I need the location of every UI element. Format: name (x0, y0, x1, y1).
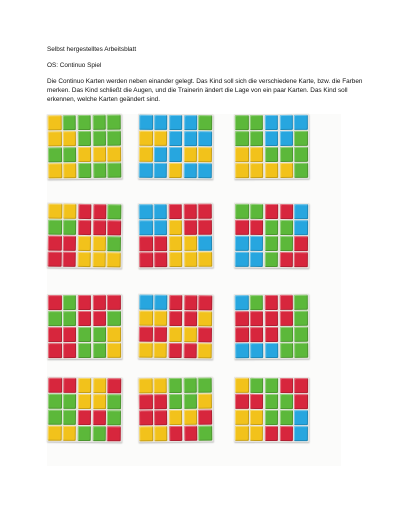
card-tile (107, 115, 121, 130)
card-tile (250, 394, 264, 409)
card-tile (48, 163, 62, 178)
card-tile (169, 131, 183, 146)
card-tile (265, 204, 279, 219)
card-tile (294, 131, 308, 146)
card-tile (154, 426, 168, 441)
card-tile (107, 426, 121, 441)
card-tile (48, 295, 62, 310)
card-tile (184, 311, 198, 326)
card-tile (235, 378, 249, 393)
card-tile (235, 252, 249, 267)
card-tile (92, 236, 106, 251)
card-tile (93, 378, 107, 393)
card-tile (235, 236, 249, 251)
card-tile (154, 131, 168, 146)
card-tile (139, 410, 153, 425)
card-tile (294, 220, 308, 235)
card-tile (280, 204, 294, 219)
card-tile (250, 131, 264, 146)
card-tile (198, 236, 212, 251)
card-tile (198, 343, 212, 358)
card-tile (265, 115, 279, 130)
card-tile (78, 410, 92, 425)
card-tile (154, 327, 168, 342)
card-tile (139, 426, 153, 441)
card-tile (250, 378, 264, 393)
card-tile (139, 394, 153, 409)
card-tile (168, 378, 182, 393)
continuo-card (47, 203, 123, 269)
card-tile (235, 327, 249, 342)
card-tile (93, 163, 107, 178)
card-tile (183, 378, 197, 393)
card-tile (265, 236, 279, 251)
card-tile (250, 236, 264, 251)
card-tile (154, 295, 168, 310)
card-tile (250, 220, 264, 235)
card-tile (107, 311, 121, 326)
card-tile (154, 147, 168, 162)
card-tile (154, 236, 168, 251)
card-tile (78, 131, 92, 146)
card-tile (280, 394, 294, 409)
card-tile (62, 252, 76, 267)
card-tile (154, 115, 168, 130)
card-tile (250, 327, 264, 342)
card-tile (78, 204, 92, 219)
card-tile (235, 204, 249, 219)
card-tile (63, 236, 77, 251)
card-tile (92, 295, 106, 310)
card-tile (78, 327, 92, 342)
card-tile (265, 311, 279, 326)
card-tile (183, 327, 197, 342)
card-tile (198, 311, 212, 326)
card-tile (48, 252, 62, 267)
continuo-card (138, 294, 214, 360)
card-tile (169, 115, 183, 130)
card-tile (250, 410, 264, 425)
card-tile (48, 394, 62, 409)
card-tile (184, 426, 198, 441)
card-tile (107, 343, 121, 358)
card-tile (63, 410, 77, 425)
card-tile (279, 131, 293, 146)
card-tile (294, 115, 308, 130)
card-tile (63, 147, 77, 162)
card-tile (77, 115, 91, 130)
card-tile (280, 343, 294, 358)
card-tile (139, 343, 153, 358)
card-tile (265, 252, 279, 267)
card-tile (63, 295, 77, 310)
card-tile (294, 378, 308, 393)
continuo-card (138, 377, 214, 443)
card-tile (250, 343, 264, 358)
card-tile (265, 410, 279, 425)
card-tile (107, 236, 121, 251)
card-tile (168, 163, 182, 178)
card-tile (139, 236, 153, 251)
card-tile (48, 410, 62, 425)
card-tile (183, 163, 197, 178)
continuo-card (234, 377, 309, 442)
card-tile (265, 327, 279, 342)
card-tile (107, 378, 121, 393)
card-tile (235, 220, 249, 235)
card-tile (48, 343, 62, 358)
card-tile (198, 131, 212, 146)
card-tile (294, 394, 308, 409)
card-tile (250, 163, 264, 178)
card-tile (280, 327, 294, 342)
card-tile (279, 236, 293, 251)
card-tile (169, 394, 183, 409)
card-tile (139, 204, 153, 219)
card-tile (184, 252, 198, 267)
card-tile (63, 343, 77, 358)
card-tile (92, 252, 106, 267)
card-tile (279, 252, 293, 267)
card-tile (168, 204, 182, 219)
card-tile (154, 163, 168, 178)
card-tile (48, 311, 62, 326)
card-tile (107, 220, 121, 235)
card-tile (250, 147, 264, 162)
card-tile (169, 295, 183, 310)
card-tile (199, 295, 213, 310)
card-tile (48, 236, 62, 251)
card-tile (107, 327, 121, 342)
card-tile (93, 327, 107, 342)
card-tile (107, 147, 121, 162)
card-tile (235, 163, 249, 178)
card-tile (48, 115, 62, 130)
card-tile (107, 394, 121, 409)
card-tile (93, 220, 107, 235)
card-tile (63, 327, 77, 342)
card-tile (48, 220, 62, 235)
card-tile (198, 378, 212, 393)
card-tile (198, 163, 212, 178)
card-tile (93, 204, 107, 219)
card-tile (280, 220, 294, 235)
card-tile (250, 426, 264, 441)
card-tile (92, 410, 106, 425)
card-tile (168, 343, 182, 358)
card-tile (294, 295, 308, 310)
card-tile (183, 220, 197, 235)
card-tile (63, 426, 77, 441)
continuo-card (234, 114, 309, 179)
card-tile (279, 115, 293, 130)
card-tile (169, 410, 183, 425)
card-tile (62, 115, 76, 130)
card-tile (183, 394, 197, 409)
card-tile (250, 252, 264, 267)
card-tile (183, 343, 197, 358)
card-tile (294, 426, 308, 441)
card-tile (235, 115, 249, 130)
card-tile (235, 311, 249, 326)
card-tile (265, 131, 279, 146)
card-tile (154, 252, 168, 267)
card-tile (77, 252, 91, 267)
card-tile (279, 311, 293, 326)
card-tile (250, 295, 264, 310)
card-tile (78, 220, 92, 235)
card-tile (265, 378, 279, 393)
card-tile (78, 394, 92, 409)
card-tile (48, 131, 62, 146)
card-tile (139, 311, 153, 326)
continuo-card (234, 203, 309, 268)
card-tile (107, 410, 121, 425)
card-tile (235, 131, 249, 146)
card-tile (250, 115, 264, 130)
card-tile (48, 378, 62, 393)
card-tile (265, 426, 279, 441)
card-tile (169, 311, 183, 326)
continuo-card (138, 203, 214, 269)
card-tile (264, 295, 278, 310)
card-tile (198, 252, 212, 267)
card-tile (93, 343, 107, 358)
worksheet-title: Selbst hergestelltes Arbeitsblatt (47, 46, 137, 53)
card-tile (107, 295, 121, 310)
card-tile (198, 147, 212, 162)
card-tile (235, 410, 249, 425)
card-tile (198, 220, 212, 235)
card-tile (78, 163, 92, 178)
card-tile (153, 343, 167, 358)
instruction-paragraph: Die Continuo Karten werden neben einander gelegt. Das Kind soll sich die verschiedene Karte, bzw. die Farben merken. Das Kind schließt die Augen, und die Trainerin ändert die Lage von ein paar Karten. Das Kind soll erkennen, welche Karten geändert sind. (47, 78, 363, 104)
card-tile (63, 204, 77, 219)
continuo-card (47, 294, 122, 359)
card-tile (294, 204, 308, 219)
card-tile (48, 204, 62, 219)
card-tile (280, 147, 294, 162)
card-tile (265, 147, 279, 162)
card-tile (107, 131, 121, 146)
card-tile (77, 426, 91, 441)
card-tile (108, 204, 122, 219)
card-tile (139, 220, 153, 235)
card-tile (154, 394, 168, 409)
card-tile (139, 327, 153, 342)
worksheet-subject: OS: Continuo Spiel (47, 62, 102, 69)
card-tile (139, 295, 153, 310)
card-tile (92, 115, 106, 130)
card-tile (78, 343, 92, 358)
card-tile (294, 236, 308, 251)
card-tile (198, 204, 212, 219)
card-tile (78, 378, 92, 393)
card-tile (139, 147, 153, 162)
card-tile (63, 378, 77, 393)
card-tile (154, 220, 168, 235)
card-tile (235, 426, 249, 441)
card-tile (184, 236, 198, 251)
card-tile (139, 115, 153, 130)
card-tile (92, 131, 106, 146)
card-tile (48, 147, 62, 162)
card-tile (294, 163, 308, 178)
card-tile (280, 163, 294, 178)
card-tile (265, 163, 279, 178)
card-tile (294, 410, 308, 425)
card-tile (184, 295, 198, 310)
card-tile (265, 343, 279, 358)
card-tile (235, 394, 249, 409)
card-tile (279, 426, 293, 441)
card-tile (198, 115, 212, 130)
card-tile (77, 236, 91, 251)
card-tile (279, 295, 293, 310)
card-tile (78, 147, 92, 162)
card-tile (294, 311, 308, 326)
card-tile (139, 378, 153, 393)
card-tile (169, 220, 183, 235)
card-tile (280, 378, 294, 393)
card-tile (184, 131, 198, 146)
card-tile (250, 311, 264, 326)
card-tile (294, 147, 308, 162)
card-tile (169, 147, 183, 162)
card-tile (78, 311, 92, 326)
card-tile (169, 252, 183, 267)
card-tile (265, 220, 279, 235)
card-tile (139, 131, 153, 146)
card-tile (63, 131, 77, 146)
card-tile (294, 343, 308, 358)
card-tile (48, 327, 62, 342)
card-tile (108, 163, 122, 178)
card-tile (184, 410, 198, 425)
card-tile (63, 311, 77, 326)
card-tile (265, 394, 279, 409)
card-tile (250, 204, 264, 219)
card-tile (139, 163, 153, 178)
card-tile (279, 410, 293, 425)
card-tile (139, 252, 153, 267)
card-tile (154, 311, 168, 326)
continuo-card (138, 114, 213, 180)
continuo-card (234, 294, 309, 360)
card-tile (198, 394, 212, 409)
continuo-cards-photo (47, 114, 341, 466)
card-tile (93, 394, 107, 409)
card-tile (198, 410, 212, 425)
card-tile (107, 252, 121, 267)
card-tile (154, 204, 168, 219)
card-tile (63, 394, 77, 409)
card-tile (169, 236, 183, 251)
card-tile (235, 147, 249, 162)
card-tile (169, 327, 183, 342)
card-tile (235, 295, 249, 310)
continuo-card (47, 114, 123, 180)
card-tile (153, 378, 167, 393)
card-tile (63, 220, 77, 235)
card-tile (183, 147, 197, 162)
card-tile (294, 327, 308, 342)
card-tile (294, 252, 308, 267)
card-tile (48, 426, 62, 441)
card-tile (169, 426, 183, 441)
card-tile (183, 204, 197, 219)
card-tile (235, 343, 249, 358)
card-tile (199, 426, 213, 441)
card-tile (198, 327, 212, 342)
card-tile (63, 163, 77, 178)
card-tile (92, 311, 106, 326)
card-tile (154, 410, 168, 425)
card-tile (93, 147, 107, 162)
card-tile (92, 426, 106, 441)
card-tile (78, 295, 92, 310)
card-tile (184, 115, 198, 130)
continuo-card (47, 377, 123, 443)
